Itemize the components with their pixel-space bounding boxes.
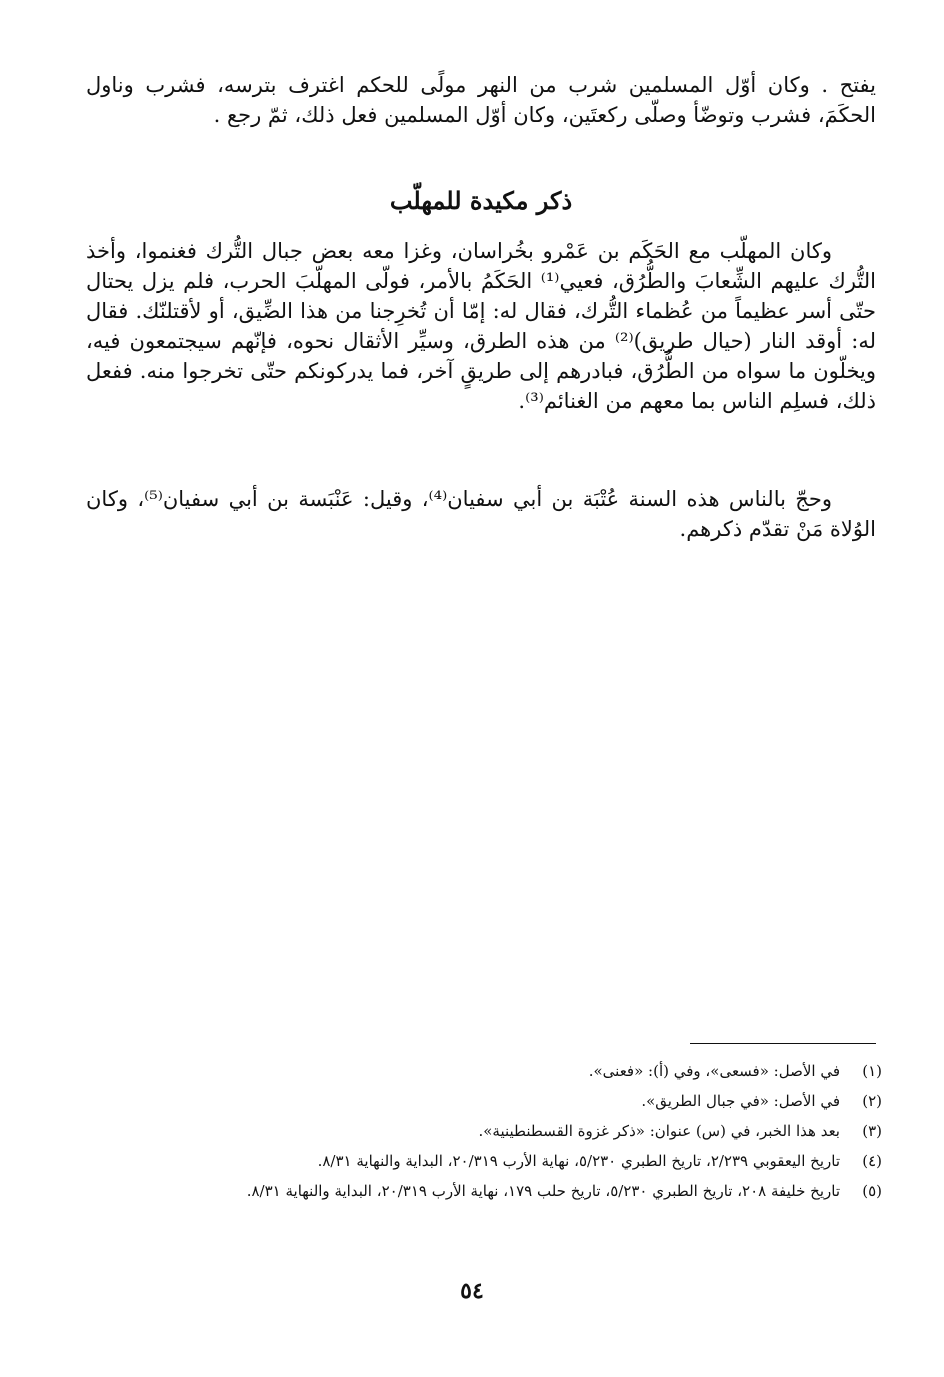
footnote-number: (٤) xyxy=(862,1152,882,1170)
paragraph-hajj-leader: وحجّ بالناس هذه السنة عُتْبَة بن أبي سفيان⁽⁴⁾، وقيل: عَنْبَسة بن أبي سفيان⁽⁵⁾، وكان الوُلاة مَنْ تقدّم ذكرهم. xyxy=(86,487,876,541)
page-number: ٥٤ xyxy=(460,1278,484,1304)
footnote-number: (٥) xyxy=(862,1182,882,1200)
footnote-1 xyxy=(82,1056,882,1086)
footnote-text: في الأصل: «فسعى»، وفي (أ): «فعنى». xyxy=(588,1062,840,1080)
footnote-2 xyxy=(82,1086,882,1116)
footnote-number: (٢) xyxy=(862,1092,882,1110)
footnote-number: (٣) xyxy=(862,1122,882,1140)
section-heading: ذكر مكيدة للمهلّب xyxy=(389,186,573,215)
footnote-3 xyxy=(82,1116,882,1146)
paragraph-muhallab-ruse: وكان المهلّب مع الحَكَم بن عَمْرو بخُراسان، وغزا معه بعض جبال التُّرك فغنموا، وأخذ التُّرك عليهم الشِّعابَ والطُّرُق، فعيي⁽¹⁾ الحَكَمُ بالأمر، فولّى المهلّبَ الحرب، فلم يزل يحتال حتّى أسر عظيماً من عُظماء التُّرك، فقال له: إمّا أن تُخرِجنا من هذا الضِّيق، أو لأقتلنّك. فقال له: أوقد النار (حيال طريق)⁽²⁾ من هذه الطرق، وسيِّر الأثقال نحوه، فإنّهم سيجتمعون فيه، ويخلّون ما سواه من الطُّرُق، فبادرهم إلى طريقٍ آخر، فما يدركونكم حتّى تخرجوا منه. ففعل ذلك، فسلِم الناس بما معهم من الغنائم⁽³⁾. xyxy=(86,239,876,413)
footnotes-list xyxy=(82,1056,882,1206)
footnote-5 xyxy=(82,1176,882,1206)
footnote-text: تاريخ اليعقوبي ٢/٢٣٩، تاريخ الطبري ٥/٢٣٠، نهاية الأرب ٢٠/٣١٩، البداية والنهاية ٨/٣١. xyxy=(317,1152,840,1170)
footnote-divider xyxy=(690,1043,876,1044)
footnote-text: في الأصل: «في جبال الطريق». xyxy=(641,1092,840,1110)
paragraph-continuation: يفتح . وكان أوّل المسلمين شرب من النهر مولًى للحكم اغترف بترسه، فشرب وناول الحكَمَ، فشرب وتوضّأ وصلّى ركعتَين، وكان أوّل المسلمين فعل ذلك، ثمّ رجع . xyxy=(86,73,876,127)
footnote-4 xyxy=(82,1146,882,1176)
footnote-number: (١) xyxy=(862,1062,882,1080)
footnote-text: بعد هذا الخبر، في (س) عنوان: «ذكر غزوة القسطنطينية». xyxy=(478,1122,840,1140)
footnote-text: تاريخ خليفة ٢٠٨، تاريخ الطبري ٥/٢٣٠، تاريخ حلب ١٧٩، نهاية الأرب ٢٠/٣١٩، البداية والنهاية ٨/٣١. xyxy=(246,1182,840,1200)
